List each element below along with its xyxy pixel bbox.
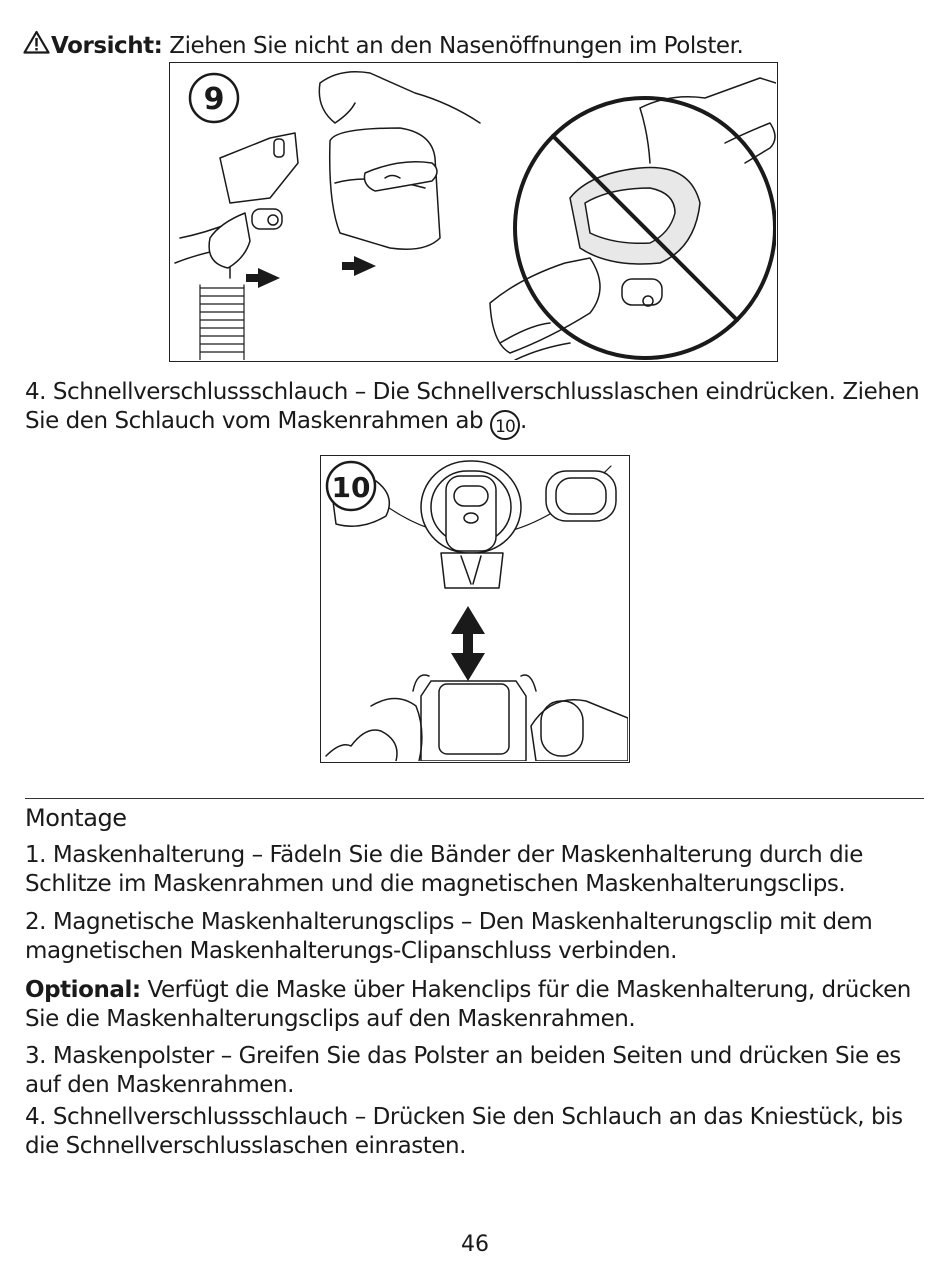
step-4-end: . (519, 408, 527, 434)
optional-text: Verfügt die Maske über Hakenclips für die Maskenhalterung, drücken Sie die Maskenhalterungsclips auf den Maskenrahmen. (25, 977, 911, 1032)
montage-step-1: 1. Maskenhalterung – Fädeln Sie die Bänder der Maskenhalterung durch die Schlitze im Maskenrahmen und die magnetischen Maskenhalterungsclips. (25, 842, 863, 897)
montage-step-4: 4. Schnellverschlussschlauch – Drücken Sie den Schlauch an das Kniestück, bis die Schnellverschlusslaschen einrasten. (25, 1104, 903, 1159)
figure-9-illustration (169, 62, 778, 362)
warning-icon (23, 30, 50, 54)
page-number: 46 (461, 1232, 489, 1257)
montage-step-2: 2. Magnetische Maskenhalterungsclips – Den Maskenhalterungsclip mit dem magnetischen Maskenhalterungs-Clipanschluss verbinden. (25, 909, 873, 964)
step-4-remove-hose (25, 378, 925, 440)
montage-step-3: 3. Maskenpolster – Greifen Sie das Polster an beiden Seiten und drücken Sie es auf den Maskenrahmen. (25, 1043, 901, 1098)
montage-heading: Montage (25, 804, 127, 832)
caution-label: Vorsicht: (51, 33, 163, 59)
step-4-text: 4. Schnellverschlussschlauch – Die Schnellverschlusslaschen eindrücken. Ziehen Sie den Schlauch vom Maskenrahmen ab (25, 379, 920, 434)
figure-ref-10: 10 (490, 410, 520, 440)
montage-optional-note (25, 976, 925, 1034)
caution-text: Ziehen Sie nicht an den Nasenöffnungen im Polster. (162, 33, 744, 59)
caution-note (23, 30, 923, 61)
figure-9-number: 9 (203, 82, 225, 117)
figure-10-illustration (320, 455, 630, 763)
optional-label: Optional: (25, 977, 141, 1003)
section-divider (25, 798, 924, 799)
figure-10-number: 10 (331, 471, 371, 504)
